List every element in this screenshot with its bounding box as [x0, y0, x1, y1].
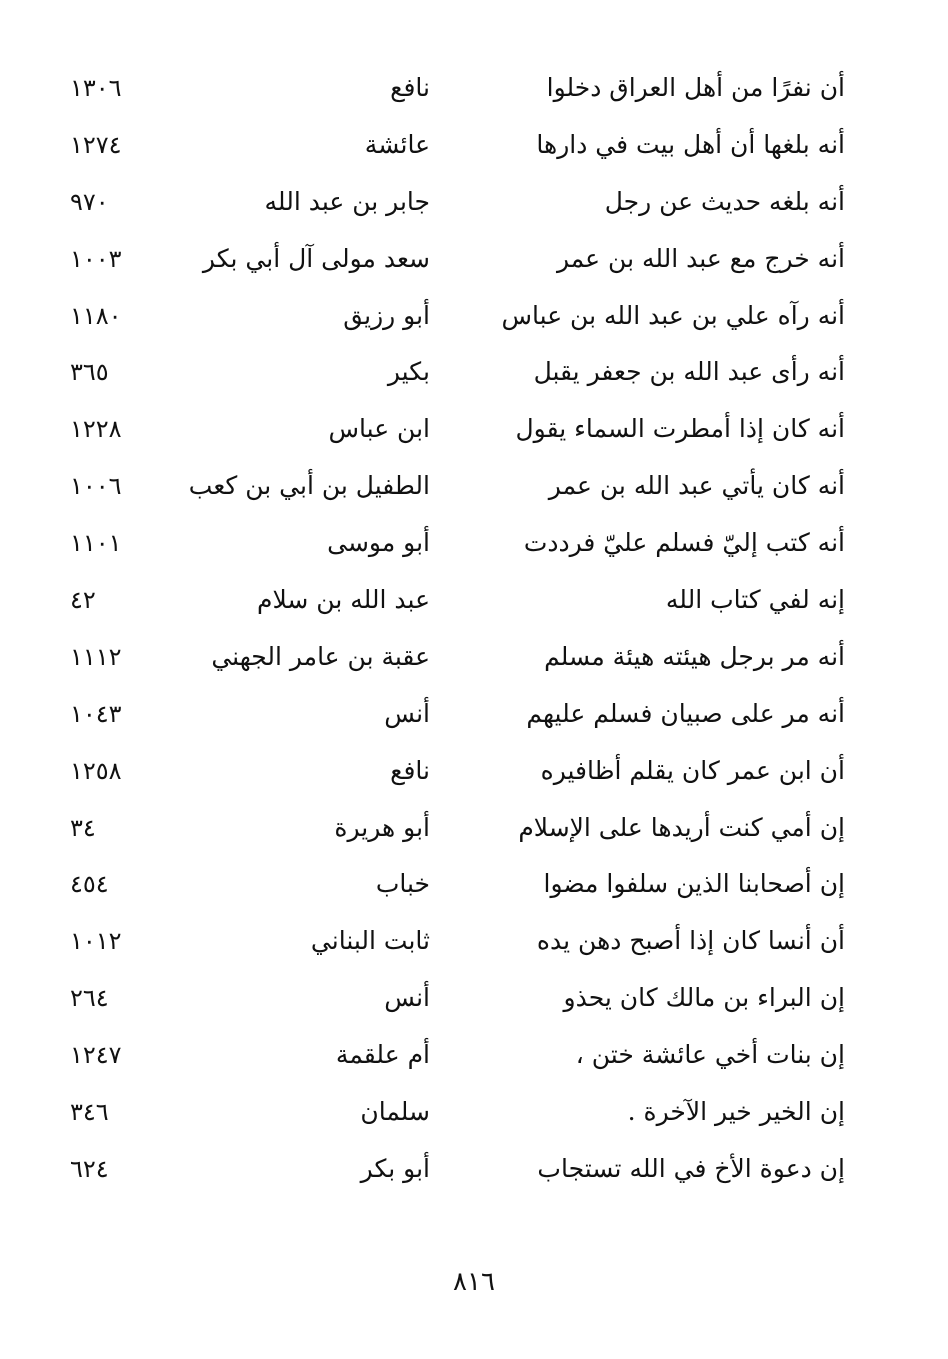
index-row — [40, 1139, 855, 1196]
hadith-opening-text: أن نفرًا من أهل العراق دخلوا — [546, 73, 845, 102]
index-row — [40, 854, 855, 911]
hadith-opening-text: أن أنسا كان إذا أصبح دهن يده — [536, 926, 845, 956]
hadith-opening-text: أنه مر برجل هيئته هيئة مسلم — [544, 641, 845, 671]
index-row — [40, 684, 855, 741]
index-row — [40, 342, 855, 399]
narrator-name: أنس — [384, 983, 430, 1013]
narrator-name: بكير — [387, 357, 430, 387]
index-row — [40, 968, 855, 1025]
hadith-number: ٦٢٤ — [70, 1154, 109, 1183]
hadith-number: ٤٢ — [70, 586, 96, 615]
hadith-number: ١١٨٠ — [70, 301, 122, 330]
hadith-number: ٤٥٤ — [70, 870, 109, 899]
narrator-name: أبو هريرة — [334, 812, 430, 842]
hadith-opening-text: أنه بلغها أن أهل بيت في دارها — [536, 129, 845, 159]
index-row — [40, 570, 855, 627]
hadith-number: ١٠٠٣ — [70, 244, 122, 273]
index-row — [40, 172, 855, 229]
narrator-name: عبد الله بن سلام — [257, 585, 430, 615]
hadith-opening-text: إن أمي كنت أريدها على الإسلام — [518, 812, 845, 842]
hadith-opening-text: أنه كان يأتي عبد الله بن عمر — [548, 471, 845, 501]
hadith-number: ١٣٠٦ — [70, 74, 122, 102]
index-row — [40, 115, 855, 172]
narrator-name: أنس — [384, 698, 430, 728]
narrator-name: عائشة — [364, 129, 430, 159]
hadith-number: ١٢٢٨ — [70, 415, 122, 444]
hadith-opening-text: إن أصحابنا الذين سلفوا مضوا — [543, 869, 845, 899]
hadith-opening-text: إن بنات أخي عائشة ختن ، — [575, 1040, 845, 1070]
narrator-name: الطفيل بن أبي بن كعب — [188, 471, 430, 501]
page-number: ٨١٦ — [453, 1267, 495, 1297]
narrator-name: سلمان — [360, 1097, 430, 1127]
hadith-index-list — [40, 58, 855, 1196]
index-row — [40, 229, 855, 286]
hadith-number: ١٢٧٤ — [70, 130, 122, 159]
narrator-name: جابر بن عبد الله — [264, 186, 430, 216]
hadith-number: ١٠٤٣ — [70, 699, 122, 728]
narrator-name: ثابت البناني — [310, 926, 430, 956]
index-row — [40, 1025, 855, 1082]
hadith-number: ٢٦٤ — [70, 984, 109, 1013]
narrator-name: نافع — [390, 73, 430, 102]
narrator-name: سعد مولى آل أبي بكر — [202, 243, 430, 273]
hadith-number: ١٢٥٨ — [70, 756, 122, 785]
index-row — [40, 627, 855, 684]
hadith-opening-text: أنه رآه علي بن عبد الله بن عباس — [501, 300, 845, 330]
index-row — [40, 513, 855, 570]
hadith-opening-text: أنه مر على صبيان فسلم عليهم — [526, 698, 845, 728]
hadith-number: ١١٠١ — [70, 529, 122, 558]
hadith-opening-text: إن دعوة الأخ في الله تستجاب — [537, 1153, 845, 1183]
hadith-number: ١٠١٢ — [70, 927, 122, 956]
hadith-opening-text: إن الخير خير الآخرة . — [627, 1097, 845, 1127]
index-row — [40, 399, 855, 456]
hadith-opening-text: أنه كتب إليّ فسلم عليّ فرددت — [523, 528, 845, 558]
hadith-number: ١٢٤٧ — [70, 1041, 122, 1070]
hadith-number: ١١١٢ — [70, 642, 122, 671]
index-row — [40, 911, 855, 968]
hadith-opening-text: إن البراء بن مالك كان يحذو — [563, 983, 845, 1013]
narrator-name: ابن عباس — [328, 414, 430, 444]
narrator-name: أبو رزيق — [343, 300, 430, 330]
hadith-opening-text: أن ابن عمر كان يقلم أظافيره — [540, 755, 845, 785]
hadith-number: ٣٤٦ — [70, 1098, 109, 1127]
index-row — [40, 286, 855, 343]
narrator-name: خباب — [375, 869, 430, 899]
hadith-number: ١٠٠٦ — [70, 472, 122, 501]
hadith-opening-text: أنه بلغه حديث عن رجل — [604, 186, 845, 216]
narrator-name: أبو بكر — [360, 1153, 430, 1183]
hadith-opening-text: أنه كان إذا أمطرت السماء يقول — [515, 414, 845, 444]
narrator-name: نافع — [390, 755, 430, 785]
index-row — [40, 1082, 855, 1139]
index-row — [40, 58, 855, 115]
index-row — [40, 456, 855, 513]
hadith-number: ٩٧٠ — [70, 187, 109, 216]
hadith-number: ٣٤ — [70, 813, 96, 842]
hadith-opening-text: أنه رأى عبد الله بن جعفر يقبل — [533, 357, 845, 387]
narrator-name: أم علقمة — [335, 1040, 430, 1070]
hadith-opening-text: إنه لفي كتاب الله — [665, 585, 845, 615]
narrator-name: عقبة بن عامر الجهني — [211, 641, 430, 671]
index-row — [40, 798, 855, 855]
index-row — [40, 741, 855, 798]
narrator-name: أبو موسى — [327, 528, 430, 558]
hadith-number: ٣٦٥ — [70, 358, 109, 387]
hadith-opening-text: أنه خرج مع عبد الله بن عمر — [556, 243, 845, 273]
